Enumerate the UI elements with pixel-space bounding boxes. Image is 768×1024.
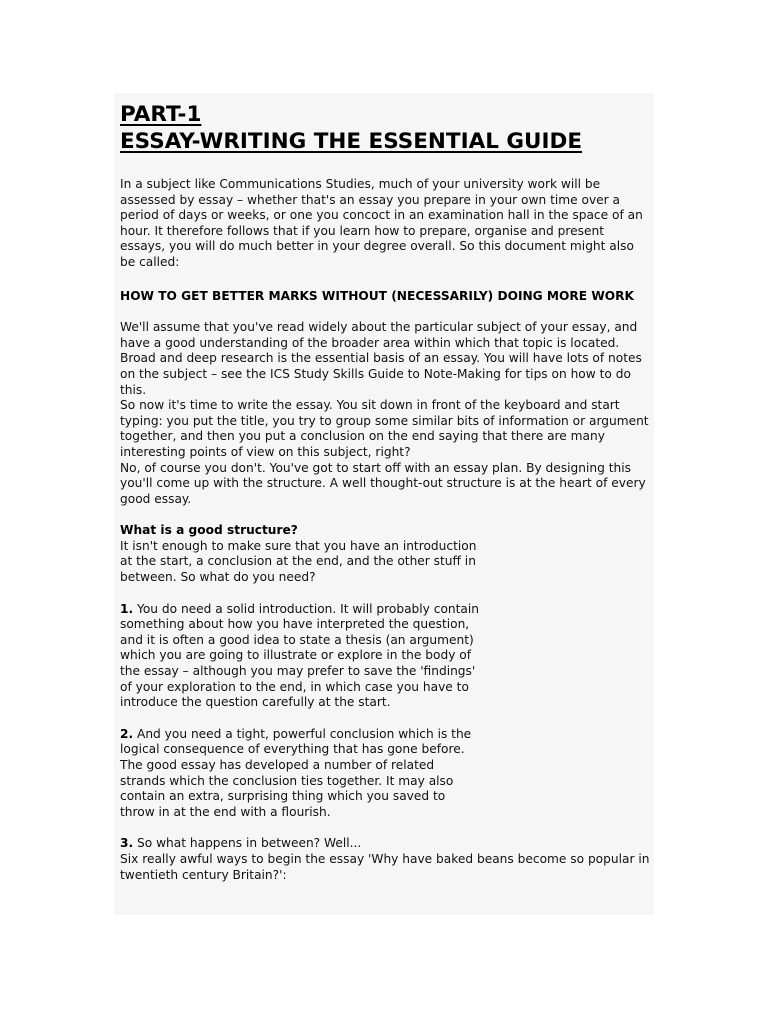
point-1-text: You do need a solid introduction. It will probably contain something about how you have interpreted the question, and it is often a good idea to state a thesis (an argument) which you are going to illustrate or explore in the body of the essay – although you may prefer to save the 'findings' of your exploration to the end, in which case you have to introduce the question carefully at the start. bbox=[120, 601, 479, 710]
point-3 bbox=[120, 836, 654, 852]
document-title-part: PART-1 bbox=[120, 102, 202, 127]
section-subheading: HOW TO GET BETTER MARKS WITHOUT (NECESSARILY) DOING MORE WORK bbox=[120, 288, 634, 303]
structure-heading: What is a good structure? bbox=[120, 523, 298, 538]
point-1 bbox=[120, 602, 480, 711]
body-paragraph-3: No, of course you don't. You've got to start off with an essay plan. By designing this you'll come up with the structure. A well thought-out structure is at the heart of every good essay. bbox=[120, 460, 646, 506]
point-2 bbox=[120, 727, 480, 821]
point-2-number: 2. bbox=[120, 726, 134, 741]
point-3-text: So what happens in between? Well... bbox=[133, 836, 362, 851]
structure-paragraph: It isn't enough to make sure that you have an introduction at the start, a conclusion at the end, and the other stuff in between. So what do you need? bbox=[120, 538, 477, 585]
document-page bbox=[114, 93, 654, 915]
point-1-number: 1. bbox=[120, 601, 134, 616]
body-section bbox=[120, 320, 654, 507]
closing-line: Six really awful ways to begin the essay 'Why have baked beans become so popular in twentieth century Britain?': bbox=[120, 851, 650, 882]
point-3-number: 3. bbox=[120, 836, 134, 851]
intro-paragraph: In a subject like Communications Studies, much of your university work will be assessed by essay – whether that's an essay you prepare in your own time over a period of days or weeks, or one you concoct in an examination hall in the space of an hour. It therefore follows that if you learn how to prepare, organise and present essays, you will do much better in your degree overall. So this document might also be called: bbox=[120, 177, 643, 269]
document-title-main: ESSAY-WRITING THE ESSENTIAL GUIDE bbox=[120, 129, 583, 154]
body-paragraph-1: We'll assume that you've read widely about the particular subject of your essay, and have a good understanding of the broader area within which that topic is located. Broad and deep research is the essential basis of an essay. You will have lots of notes on the subject – see the ICS Study Skills Guide to Note-Making for tips on how to do this. bbox=[120, 320, 642, 397]
body-paragraph-2: So now it's time to write the essay. You sit down in front of the keyboard and start typing: you put the title, you try to group some similar bits of information or argument together, and then you put a conclusion on the end saying that there are many interesting points of view on this subject, right? bbox=[120, 398, 649, 459]
point-2-text: And you need a tight, powerful conclusion which is the logical consequence of everything that has gone before. The good essay has developed a number of related strands which the conclusion ties together. It may also contain an extra, surprising thing which you saved to throw in at the end with a flourish. bbox=[120, 726, 472, 819]
